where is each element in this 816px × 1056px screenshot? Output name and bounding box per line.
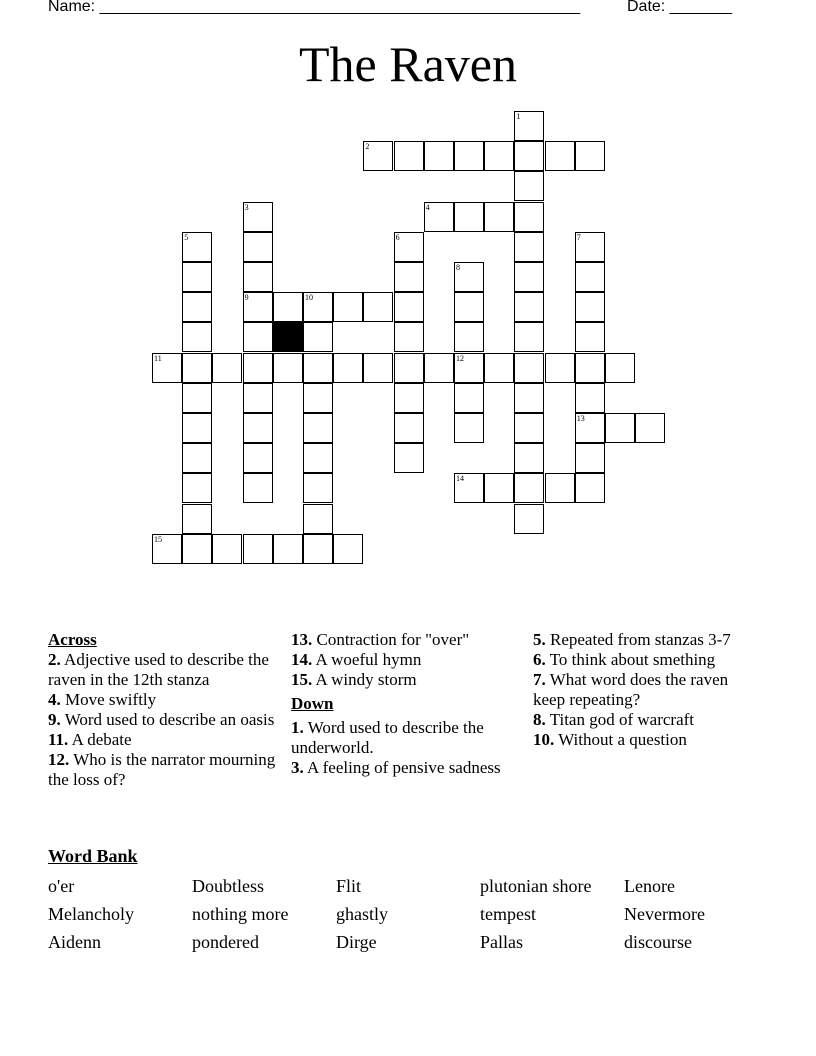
crossword-cell[interactable] <box>394 353 424 383</box>
word-bank-item: ghastly <box>336 904 388 924</box>
crossword-cell[interactable] <box>394 141 424 171</box>
crossword-cell[interactable] <box>243 353 273 383</box>
crossword-cell[interactable] <box>303 443 333 473</box>
crossword-cell[interactable] <box>514 353 544 383</box>
clue-number: 12 <box>456 353 464 363</box>
crossword-cell[interactable] <box>182 292 212 322</box>
date-field-label: Date: _______ <box>627 0 732 15</box>
crossword-cell[interactable] <box>575 292 605 322</box>
clue-across-15: 15. A windy storm <box>291 670 417 689</box>
crossword-cell[interactable] <box>363 292 393 322</box>
word-bank-item: o'er <box>48 876 75 896</box>
crossword-cell[interactable] <box>394 262 424 292</box>
crossword-cell[interactable] <box>303 413 333 443</box>
across-heading: Across <box>48 630 97 649</box>
crossword-cell[interactable] <box>182 443 212 473</box>
clue-down-5: 5. Repeated from stanzas 3-7 <box>533 630 731 649</box>
crossword-cell[interactable] <box>273 534 303 564</box>
crossword-cell[interactable] <box>363 353 393 383</box>
word-bank-item: pondered <box>192 932 259 952</box>
crossword-cell[interactable] <box>394 232 424 262</box>
word-bank-item: Melancholy <box>48 904 134 924</box>
word-bank-item: discourse <box>624 932 692 952</box>
crossword-cell[interactable] <box>514 443 544 473</box>
crossword-cell[interactable] <box>394 322 424 352</box>
crossword-cell[interactable] <box>394 413 424 443</box>
crossword-cell[interactable] <box>635 413 665 443</box>
clue-down-7: 7. What word does the raven keep repeating? <box>533 670 729 709</box>
word-bank-item: tempest <box>480 904 536 924</box>
word-bank-heading: Word Bank <box>48 846 138 866</box>
crossword-cell[interactable] <box>575 443 605 473</box>
clues-column-3 <box>533 630 738 750</box>
crossword-cell[interactable] <box>243 413 273 443</box>
crossword-cell[interactable] <box>273 353 303 383</box>
clue-number: 13 <box>576 414 585 423</box>
clue-across-4: 4. Move swiftly <box>48 690 157 709</box>
crossword-cell[interactable] <box>243 534 273 564</box>
crossword-cell[interactable] <box>605 413 635 443</box>
crossword-cell[interactable] <box>424 141 454 171</box>
clue-number: 14 <box>456 474 464 484</box>
crossword-cell[interactable] <box>182 232 212 262</box>
crossword-cell[interactable] <box>182 383 212 413</box>
clue-across-14: 14. A woeful hymn <box>291 650 422 669</box>
clue-number: 11 <box>154 353 162 363</box>
crossword-cell[interactable] <box>303 383 333 413</box>
crossword-cell[interactable] <box>454 322 484 352</box>
crossword-cell[interactable] <box>152 353 182 383</box>
crossword-cell[interactable] <box>363 141 393 171</box>
crossword-cell[interactable] <box>182 262 212 292</box>
crossword-cell[interactable] <box>514 171 544 201</box>
crossword-cell[interactable] <box>394 383 424 413</box>
crossword-cell[interactable] <box>484 473 514 503</box>
crossword-cell[interactable] <box>273 292 303 322</box>
crossword-cell[interactable] <box>514 383 544 413</box>
crossword-cell[interactable] <box>303 473 333 503</box>
crossword-cell[interactable] <box>575 322 605 352</box>
crossword-cell[interactable] <box>545 353 575 383</box>
crossword-cell[interactable] <box>575 473 605 503</box>
clue-number: 2 <box>365 142 370 152</box>
crossword-cell[interactable] <box>182 413 212 443</box>
crossword-cell[interactable] <box>484 141 514 171</box>
crossword-cell[interactable] <box>152 534 182 564</box>
page-title: The Raven <box>299 36 517 92</box>
crossword-cell[interactable] <box>514 111 544 141</box>
crossword-cell[interactable] <box>424 353 454 383</box>
crossword-cell[interactable] <box>514 504 544 534</box>
word-bank-item: nothing more <box>192 904 289 924</box>
word-bank-item: Nevermore <box>624 904 705 924</box>
clue-number: 15 <box>154 534 162 544</box>
clue-across-12: 12. Who is the narrator mourning the loss of? <box>48 750 276 789</box>
crossword-cell[interactable] <box>212 534 242 564</box>
crossword-cell[interactable] <box>243 232 273 262</box>
crossword-cell[interactable] <box>303 534 333 564</box>
clue-down-10: 10. Without a question <box>533 730 687 749</box>
crossword-cell[interactable] <box>212 353 242 383</box>
crossword-cell[interactable] <box>514 473 544 503</box>
crossword-cell[interactable] <box>182 504 212 534</box>
word-bank-item: Flit <box>336 876 362 896</box>
clue-number: 3 <box>244 202 249 212</box>
crossword-cell[interactable] <box>484 353 514 383</box>
crossword-cell[interactable] <box>333 292 363 322</box>
crossword-cell[interactable] <box>575 353 605 383</box>
clue-across-11: 11. A debate <box>48 730 132 749</box>
word-bank-item: Doubtless <box>192 876 264 896</box>
crossword-cell[interactable] <box>182 473 212 503</box>
crossword-cell[interactable] <box>243 443 273 473</box>
clue-across-13: 13. Contraction for "over" <box>291 630 470 649</box>
clues-column-2 <box>291 630 527 778</box>
clues-column-1 <box>48 630 284 790</box>
clue-down-6: 6. To think about smething <box>533 650 716 669</box>
crossword-cell[interactable] <box>454 473 484 503</box>
crossword-cell[interactable] <box>454 383 484 413</box>
crossword-cell[interactable] <box>182 534 212 564</box>
name-field-label: Name: ______________________________________________________ <box>48 0 581 15</box>
crossword-cell[interactable] <box>454 353 484 383</box>
clue-across-2: 2. Adjective used to describe the raven in the 12th stanza <box>48 650 269 689</box>
crossword-cell[interactable] <box>424 202 454 232</box>
crossword-cell[interactable] <box>514 202 544 232</box>
crossword-cell[interactable] <box>243 383 273 413</box>
crossword-cell[interactable] <box>303 353 333 383</box>
clue-down-3: 3. A feeling of pensive sadness <box>291 758 501 777</box>
crossword-cell[interactable] <box>243 473 273 503</box>
crossword-cell[interactable] <box>514 232 544 262</box>
clue-number: 1 <box>516 112 521 121</box>
clue-number: 5 <box>184 232 189 242</box>
crossword-cell[interactable] <box>333 534 363 564</box>
crossword-cell[interactable] <box>243 292 273 322</box>
clue-number: 7 <box>576 232 581 242</box>
word-bank-item: Pallas <box>480 932 523 952</box>
crossword-cell[interactable] <box>303 292 333 322</box>
crossword-cell[interactable] <box>454 202 484 232</box>
crossword-cell[interactable] <box>545 141 575 171</box>
crossword-cell[interactable] <box>454 262 484 292</box>
crossword-cell[interactable] <box>575 383 605 413</box>
clue-number: 9 <box>244 293 249 303</box>
crossword-cell[interactable] <box>514 141 544 171</box>
clue-down-8: 8. Titan god of warcraft <box>533 710 695 729</box>
clue-number: 6 <box>395 232 400 242</box>
clue-number: 10 <box>305 293 313 303</box>
black-square <box>273 322 303 352</box>
clue-down-1: 1. Word used to describe the underworld. <box>291 718 484 757</box>
clue-number: 8 <box>456 263 460 272</box>
crossword-cell[interactable] <box>243 202 273 232</box>
clue-across-9: 9. Word used to describe an oasis <box>48 710 275 729</box>
crossword-cell[interactable] <box>514 322 544 352</box>
crossword-cell[interactable] <box>303 322 333 352</box>
crossword-cell[interactable] <box>394 292 424 322</box>
crossword-cell[interactable] <box>454 292 484 322</box>
crossword-cell[interactable] <box>182 353 212 383</box>
crossword-cell[interactable] <box>575 413 605 443</box>
crossword-cell[interactable] <box>243 262 273 292</box>
crossword-cell[interactable] <box>303 504 333 534</box>
word-bank-item: Dirge <box>336 932 377 952</box>
word-bank-item: Aidenn <box>48 932 101 952</box>
crossword-cell[interactable] <box>514 292 544 322</box>
word-bank-item: Lenore <box>624 876 675 896</box>
word-bank-item: plutonian shore <box>480 876 592 896</box>
crossword-cell[interactable] <box>243 322 273 352</box>
crossword-cell[interactable] <box>333 353 363 383</box>
crossword-cell[interactable] <box>182 322 212 352</box>
crossword-cell[interactable] <box>454 413 484 443</box>
crossword-cell[interactable] <box>514 262 544 292</box>
clue-number: 4 <box>425 202 430 212</box>
crossword-cell[interactable] <box>484 202 514 232</box>
crossword-cell[interactable] <box>605 353 635 383</box>
crossword-cell[interactable] <box>575 141 605 171</box>
crossword-cell[interactable] <box>514 413 544 443</box>
crossword-cell[interactable] <box>575 262 605 292</box>
crossword-cell[interactable] <box>575 232 605 262</box>
crossword-cell[interactable] <box>394 443 424 473</box>
down-heading: Down <box>291 694 334 713</box>
crossword-cell[interactable] <box>545 473 575 503</box>
crossword-cell[interactable] <box>454 141 484 171</box>
